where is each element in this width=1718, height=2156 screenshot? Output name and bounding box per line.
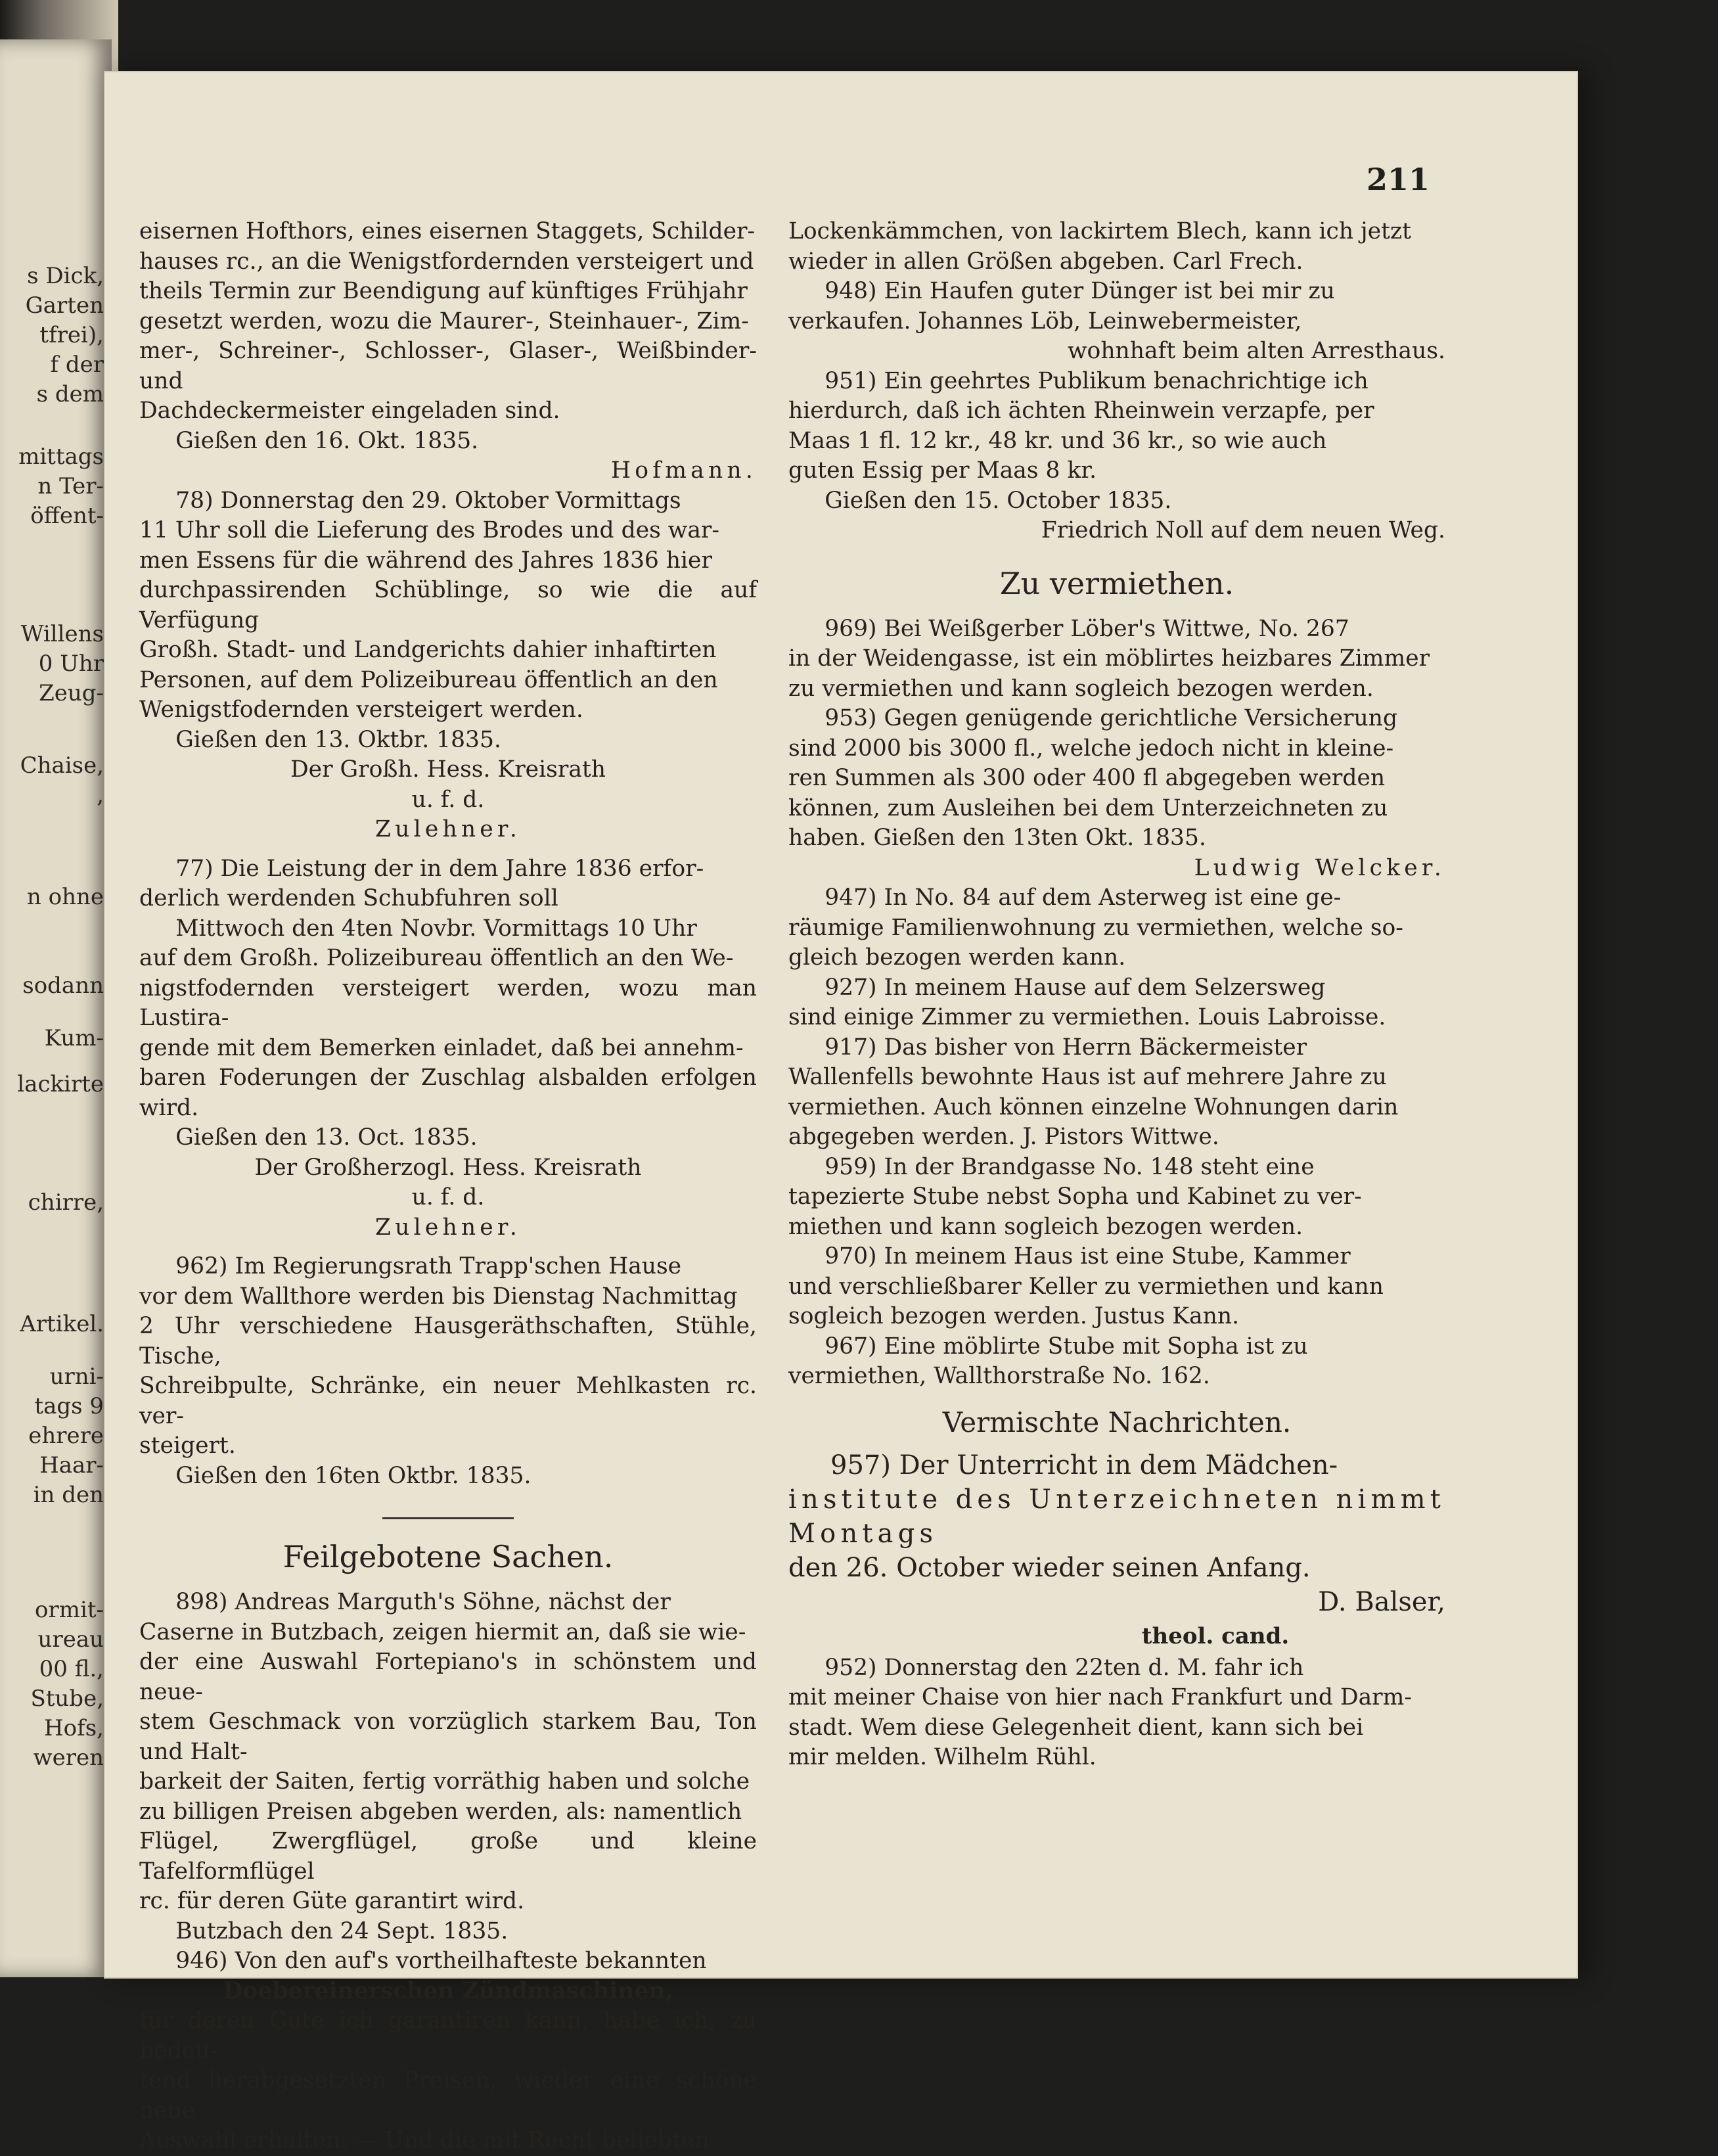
- text-line: 948) Ein Haufen guter Dünger ist bei mir zu: [825, 278, 1335, 304]
- right-column: [788, 217, 1445, 1773]
- text-line: 967) Eine möblirte Stube mit Sopha ist zu: [825, 1333, 1308, 1360]
- text-line: Lockenkämmchen, von lackirtem Blech, kann ich jetzt: [788, 218, 1412, 244]
- text-line: vor dem Wallthore werden bis Dienstag Nachmittag: [139, 1283, 738, 1310]
- text-line: guten Essig per Maas 8 kr.: [788, 457, 1097, 484]
- entry-946: [139, 1946, 757, 2156]
- text-line: miethen und kann sogleich bezogen werden.: [788, 1213, 1303, 1240]
- left-fragment: Zeug-: [39, 680, 104, 706]
- text-line: barkeit der Saiten, fertig vorräthig haben und solche: [139, 1768, 750, 1795]
- left-fragment: chirre,: [28, 1189, 104, 1216]
- text-line: abgegeben werden. J. Pistors Wittwe.: [788, 1124, 1219, 1150]
- text-line: tapezierte Stube nebst Sopha und Kabinet zu ver-: [788, 1183, 1362, 1210]
- left-fragment: ormit-: [35, 1597, 104, 1623]
- text-line: vermiethen, Wallthorstraße No. 162.: [788, 1363, 1210, 1389]
- left-fragment: Stube,: [30, 1686, 104, 1712]
- entry-953: [788, 704, 1445, 883]
- text-line: Maas 1 fl. 12 kr., 48 kr. und 36 kr., so wie auch: [788, 427, 1327, 454]
- signature: u. f. d.: [411, 786, 485, 813]
- entry-continuation: [788, 217, 1445, 277]
- entry-77: [139, 854, 757, 1243]
- text-line: 898) Andreas Marguth's Söhne, nächst der: [175, 1589, 671, 1615]
- text-line: baren Foderungen der Zuschlag alsbalden erfolgen wird.: [139, 1065, 757, 1121]
- text-line: 78) Donnerstag den 29. Oktober Vormittags: [175, 487, 681, 514]
- left-fragment: urni-: [49, 1364, 104, 1390]
- left-fragment: ehrere: [28, 1423, 104, 1449]
- text-line: 77) Die Leistung der in dem Jahre 1836 erfor-: [175, 855, 704, 882]
- text-line: sind einige Zimmer zu vermiethen. Louis Labroisse.: [788, 1004, 1386, 1030]
- left-fragment: Kum-: [44, 1025, 104, 1051]
- text-line: Mittwoch den 4ten Novbr. Vormittags 10 Uhr: [175, 915, 697, 942]
- text-line: Wenigstfodernden versteigert werden.: [139, 697, 583, 723]
- text-line: theils Termin zur Beendigung auf künftiges Frühjahr: [139, 278, 748, 304]
- signature-title: theol. cand.: [1141, 1622, 1290, 1649]
- text-line: eisernen Hofthors, eines eisernen Staggets, Schilder-: [139, 218, 756, 244]
- dateline: Gießen den 13. Oktbr. 1835.: [175, 726, 501, 753]
- signature: Zulehner.: [374, 816, 522, 842]
- entry-917: [788, 1033, 1445, 1153]
- text-line: institute des Unterzeichneten nimmt Montags: [788, 1484, 1445, 1549]
- text-line: auf dem Großh. Polizeibureau öffentlich an den We-: [139, 945, 734, 971]
- text-line: für deren Güte ich garantiren kann, habe ich, zu bedeu-: [139, 2007, 757, 2064]
- left-fragment: s dem: [36, 381, 104, 407]
- section-heading-feilgebotene-sachen: Feilgebotene Sachen.: [283, 1539, 614, 1574]
- entry-962: [139, 1252, 757, 1491]
- signature: Ludwig Welcker.: [1194, 854, 1445, 881]
- text-line: Auswahl erhalten. — Und die mit Recht beliebten: [139, 2127, 710, 2153]
- text-line: Caserne in Butzbach, zeigen hiermit an, daß sie wie-: [139, 1618, 746, 1645]
- text-line: hauses rc., an die Wenigstfordernden versteigert und: [139, 248, 754, 275]
- text-line: haben. Gießen den 13ten Okt. 1835.: [788, 825, 1206, 851]
- text-line: den 26. October wieder seinen Anfang.: [788, 1552, 1311, 1583]
- entry-970: [788, 1242, 1445, 1332]
- signature: Der Großherzogl. Hess. Kreisrath: [254, 1154, 642, 1181]
- dateline: Gießen den 16. Okt. 1835.: [175, 427, 479, 454]
- entry-continuation: [139, 217, 757, 486]
- left-column: [139, 217, 757, 2156]
- signature: Friedrich Noll auf dem neuen Weg.: [1041, 517, 1445, 543]
- left-page-edge: [0, 39, 112, 1977]
- left-fragment: öffent-: [30, 503, 104, 529]
- left-fragment: Willens: [20, 621, 104, 647]
- text-line: mer-, Schreiner-, Schlosser-, Glaser-, Weißbinder- und: [139, 338, 757, 394]
- text-line: steigert.: [139, 1433, 236, 1459]
- signature: Zulehner.: [374, 1214, 522, 1241]
- text-line: 917) Das bisher von Herrn Bäckermeister: [825, 1034, 1307, 1061]
- text-line: 11 Uhr soll die Lieferung des Brodes und des war-: [139, 517, 720, 543]
- text-line: gesetzt werden, wozu die Maurer-, Steinhauer-, Zim-: [139, 308, 749, 334]
- text-line: können, zum Ausleihen bei dem Unterzeichneten zu: [788, 794, 1388, 821]
- left-fragment: ,: [97, 782, 104, 808]
- entry-78: [139, 486, 757, 845]
- text-line: sind 2000 bis 3000 fl., welche jedoch nicht in kleine-: [788, 735, 1394, 762]
- signature: wohnhaft beim alten Arresthaus.: [1068, 338, 1445, 364]
- section-divider: [382, 1517, 514, 1519]
- left-fragment: weren: [33, 1745, 104, 1771]
- section-heading-vermischte-nachrichten: Vermischte Nachrichten.: [942, 1406, 1292, 1438]
- text-line: 927) In meinem Hause auf dem Selzersweg: [825, 974, 1326, 1001]
- text-line: gende mit dem Bemerken einladet, daß bei annehm-: [139, 1034, 744, 1061]
- text-line: gleich bezogen werden kann.: [788, 944, 1126, 971]
- section-heading-zu-vermiethen: Zu vermiethen.: [999, 565, 1234, 601]
- text-line: 969) Bei Weißgerber Löber's Wittwe, No. 267: [825, 615, 1349, 642]
- text-line: 953) Gegen genügende gerichtliche Versicherung: [825, 705, 1398, 731]
- dateline: Gießen den 15. October 1835.: [825, 487, 1172, 514]
- signature: u. f. d.: [411, 1184, 485, 1210]
- left-fragment: 0 Uhr: [38, 651, 104, 677]
- left-fragment: lackirte: [17, 1071, 104, 1097]
- text-line: 959) In der Brandgasse No. 148 steht eine: [825, 1153, 1315, 1180]
- text-line: mit meiner Chaise von hier nach Frankfurt und Darm-: [788, 1684, 1413, 1710]
- text-line: 2 Uhr verschiedene Hausgeräthschaften, Stühle, Tische,: [139, 1313, 757, 1369]
- left-fragment: Haar-: [39, 1452, 104, 1479]
- left-fragment: tags 9: [34, 1393, 104, 1419]
- left-fragment: n Ter-: [37, 473, 104, 499]
- entry-951: [788, 367, 1445, 546]
- text-line: hierdurch, daß ich ächten Rheinwein verzapfe, per: [788, 398, 1374, 424]
- text-line: räumige Familienwohnung zu vermiethen, welche so-: [788, 914, 1403, 941]
- left-fragment: Hofs,: [44, 1715, 104, 1741]
- text-line: zu vermiethen und kann sogleich bezogen werden.: [788, 675, 1374, 702]
- left-fragment: tfrei),: [39, 322, 104, 348]
- page-number: 211: [1367, 162, 1430, 197]
- text-line: vermiethen. Auch können einzelne Wohnungen darin: [788, 1093, 1399, 1120]
- signature: D. Balser,: [1318, 1586, 1445, 1617]
- text-line: stem Geschmack von vorzüglich starkem Bau, Ton und Halt-: [139, 1709, 757, 1765]
- newspaper-page: [105, 72, 1577, 2153]
- text-line: stadt. Wem diese Gelegenheit dient, kann sich bei: [788, 1714, 1364, 1741]
- text-line: Dachdeckermeister eingeladen sind.: [139, 398, 560, 424]
- left-fragment: sodann: [22, 973, 104, 999]
- text-line: 951) Ein geehrtes Publikum benachrichtige ich: [825, 367, 1368, 394]
- text-line: durchpassirenden Schüblinge, so wie die auf Verfügung: [139, 577, 757, 633]
- text-line: Flügel, Zwergflügel, große und kleine Tafelformflügel: [139, 1828, 757, 1885]
- dateline: Gießen den 13. Oct. 1835.: [175, 1124, 478, 1151]
- text-line: sogleich bezogen werden. Justus Kann.: [788, 1303, 1240, 1329]
- left-fragment: n ohne: [26, 884, 104, 910]
- left-fragment: ureau: [37, 1626, 104, 1653]
- left-fragment: mittags: [18, 444, 104, 470]
- signature: Hofmann.: [611, 457, 757, 484]
- left-fragment: Chaise,: [20, 752, 104, 779]
- dateline: Gießen den 16ten Oktbr. 1835.: [175, 1462, 531, 1489]
- text-line: 962) Im Regierungsrath Trapp'schen Hause: [175, 1253, 682, 1279]
- entry-957: [788, 1448, 1445, 1653]
- text-line: zu billigen Preisen abgeben werden, als: namentlich: [139, 1798, 742, 1825]
- text-line: rc. für deren Güte garantirt wird.: [139, 1888, 525, 1914]
- left-fragment: s Dick,: [27, 263, 104, 289]
- text-line: in der Weidengasse, ist ein möblirtes heizbares Zimmer: [788, 645, 1430, 672]
- left-fragment: Artikel.: [20, 1311, 104, 1337]
- text-line: 947) In No. 84 auf dem Asterweg ist eine ge-: [825, 884, 1342, 911]
- text-line: Personen, auf dem Polizeibureau öffentlich an den: [139, 666, 718, 693]
- text-line: tend herabgesetzten Preisen, wieder eine schöne neue: [139, 2067, 757, 2124]
- left-fragment: Garten: [25, 292, 104, 319]
- text-line: wieder in allen Größen abgeben. Carl Frech.: [788, 248, 1303, 275]
- entry-969: [788, 614, 1445, 704]
- text-line: und verschließbarer Keller zu vermiethen und kann: [788, 1273, 1384, 1300]
- product-name: Doebereinerschen Zündmaschinen,: [223, 1977, 673, 2004]
- text-line: men Essens für die während des Jahres 1836 hier: [139, 547, 712, 574]
- left-fragment: in den: [33, 1482, 104, 1508]
- text-line: der eine Auswahl Fortepiano's in schönstem und neue-: [139, 1649, 757, 1705]
- left-fragment: f der: [50, 352, 104, 378]
- entry-898: [139, 1588, 757, 1946]
- entry-959: [788, 1153, 1445, 1243]
- text-line: nigstfodernden versteigert werden, wozu man Lustira-: [139, 975, 757, 1031]
- text-line: mir melden. Wilhelm Rühl.: [788, 1744, 1096, 1770]
- dateline: Butzbach den 24 Sept. 1835.: [175, 1917, 509, 1944]
- text-line: Wallenfells bewohnte Haus ist auf mehrere Jahre zu: [788, 1064, 1387, 1090]
- text-line: 970) In meinem Haus ist eine Stube, Kammer: [825, 1243, 1351, 1270]
- text-line: verkaufen. Johannes Löb, Leinwebermeister,: [788, 308, 1302, 334]
- entry-947: [788, 883, 1445, 973]
- entry-967: [788, 1332, 1445, 1392]
- text-line: ren Summen als 300 oder 400 fl abgegeben werden: [788, 765, 1386, 791]
- entry-927: [788, 973, 1445, 1033]
- text-line: 946) Von den auf's vortheilhafteste bekannten: [175, 1948, 707, 1974]
- signature: Der Großh. Hess. Kreisrath: [290, 756, 606, 783]
- left-fragment: 00 fl.,: [39, 1656, 104, 1682]
- entry-948: [788, 277, 1445, 367]
- text-line: Großh. Stadt- und Landgerichts dahier inhaftirten: [139, 637, 717, 663]
- text-line: 957) Der Unterricht in dem Mädchen-: [830, 1450, 1338, 1480]
- text-line: Schreibpulte, Schränke, ein neuer Mehlkasten rc. ver-: [139, 1373, 757, 1429]
- entry-952: [788, 1653, 1445, 1773]
- text-line: 952) Donnerstag den 22ten d. M. fahr ich: [825, 1654, 1304, 1681]
- text-line: derlich werdenden Schubfuhren soll: [139, 885, 558, 911]
